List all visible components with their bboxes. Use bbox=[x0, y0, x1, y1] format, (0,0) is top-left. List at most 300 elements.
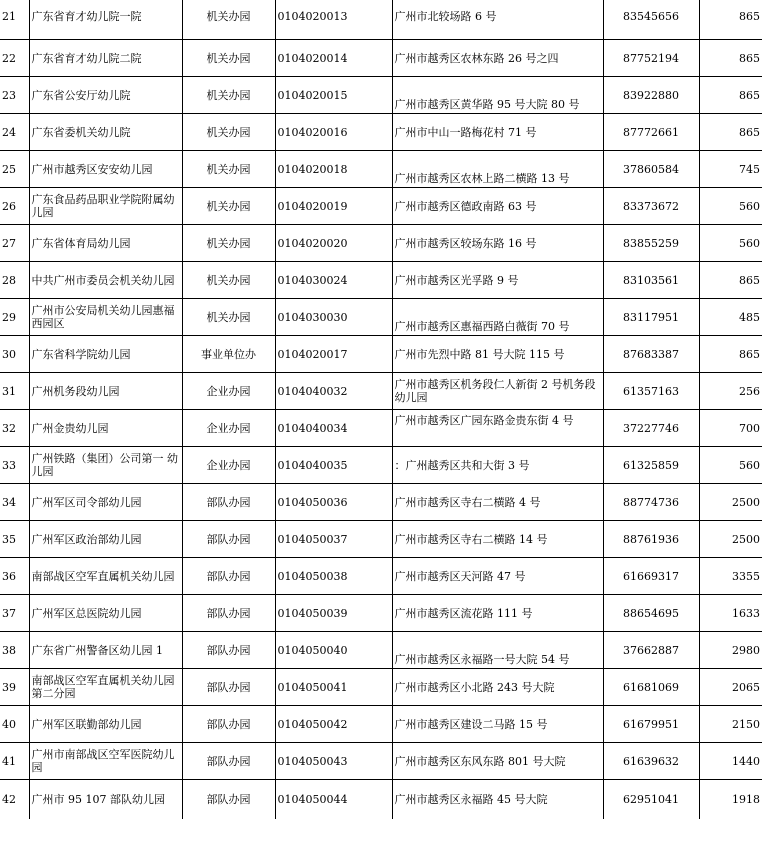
row-number bbox=[0, 225, 29, 262]
kindergarten-name bbox=[29, 114, 182, 151]
organizer-type bbox=[182, 114, 275, 151]
address-text: 广州市越秀区德政南路 63 号 bbox=[394, 199, 537, 213]
address-text: 广州市越秀区流花路 111 号 bbox=[394, 606, 533, 620]
row-number-text: 36 bbox=[2, 569, 16, 583]
fee bbox=[699, 595, 762, 632]
registration-code bbox=[275, 706, 392, 743]
phone-number-text: 83855259 bbox=[623, 236, 679, 250]
phone-number-text: 87772661 bbox=[623, 125, 679, 139]
row-number bbox=[0, 484, 29, 521]
address-text: 广州市越秀区小北路 243 号大院 bbox=[394, 680, 555, 694]
organizer-type bbox=[182, 410, 275, 447]
row-number-text: 39 bbox=[2, 680, 16, 694]
registration-code bbox=[275, 299, 392, 336]
address-text: 广州市先烈中路 81 号大院 115 号 bbox=[394, 347, 565, 361]
address bbox=[392, 225, 603, 262]
organizer-type bbox=[182, 188, 275, 225]
kindergarten-name-text: 广州军区司令部幼儿园 bbox=[31, 495, 142, 509]
fee-text: 2150 bbox=[732, 717, 760, 731]
table-row bbox=[0, 225, 762, 262]
organizer-type bbox=[182, 262, 275, 299]
fee bbox=[699, 484, 762, 521]
phone-number-text: 37860584 bbox=[623, 162, 679, 176]
row-number bbox=[0, 188, 29, 225]
registration-code-text: 0104020015 bbox=[277, 88, 348, 102]
phone-number-text: 61681069 bbox=[623, 680, 679, 694]
row-number-text: 25 bbox=[2, 162, 16, 176]
address bbox=[392, 336, 603, 373]
registration-code bbox=[275, 225, 392, 262]
phone-number bbox=[603, 0, 699, 40]
phone-number bbox=[603, 188, 699, 225]
organizer-type bbox=[182, 40, 275, 77]
kindergarten-name-text: 广东省公安厅幼儿院 bbox=[31, 88, 131, 102]
table-row bbox=[0, 77, 762, 114]
organizer-type-text: 机关办园 bbox=[206, 9, 251, 23]
organizer-type bbox=[182, 373, 275, 410]
table-row bbox=[0, 299, 762, 336]
organizer-type bbox=[182, 299, 275, 336]
table-row bbox=[0, 521, 762, 558]
row-number bbox=[0, 743, 29, 780]
row-number bbox=[0, 336, 29, 373]
kindergarten-name-text: 广州机务段幼儿园 bbox=[31, 384, 120, 398]
kindergarten-name bbox=[29, 77, 182, 114]
address-text: 广州市越秀区光孚路 9 号 bbox=[394, 273, 519, 287]
row-number-text: 41 bbox=[2, 754, 16, 768]
fee-text: 865 bbox=[739, 347, 760, 361]
registration-code-text: 0104020014 bbox=[277, 51, 348, 65]
phone-number bbox=[603, 706, 699, 743]
phone-number bbox=[603, 447, 699, 484]
phone-number-text: 37227746 bbox=[623, 421, 679, 435]
fee bbox=[699, 558, 762, 595]
row-number bbox=[0, 669, 29, 706]
kindergarten-name bbox=[29, 447, 182, 484]
kindergarten-name bbox=[29, 262, 182, 299]
organizer-type bbox=[182, 595, 275, 632]
registration-code-text: 0104040032 bbox=[277, 384, 348, 398]
row-number-text: 40 bbox=[2, 717, 16, 731]
phone-number bbox=[603, 262, 699, 299]
kindergarten-name bbox=[29, 706, 182, 743]
phone-number bbox=[603, 521, 699, 558]
registration-code bbox=[275, 336, 392, 373]
address-text: 广州市越秀区惠福西路白薇街 70 号 bbox=[394, 320, 570, 333]
registration-code-text: 0104020018 bbox=[277, 162, 348, 176]
row-number bbox=[0, 447, 29, 484]
organizer-type bbox=[182, 521, 275, 558]
phone-number-text: 62951041 bbox=[623, 792, 679, 806]
kindergarten-name-text: 广东省育才幼儿院一院 bbox=[31, 9, 142, 23]
registration-code-text: 0104050039 bbox=[277, 606, 348, 620]
organizer-type-text: 机关办园 bbox=[206, 236, 251, 250]
kindergarten-name bbox=[29, 743, 182, 780]
fee bbox=[699, 262, 762, 299]
row-number-text: 21 bbox=[2, 9, 16, 23]
phone-number-text: 83373672 bbox=[623, 199, 679, 213]
kindergarten-name bbox=[29, 410, 182, 447]
phone-number-text: 88761936 bbox=[623, 532, 679, 546]
address-text: 广州市越秀区建设二马路 15 号 bbox=[394, 717, 548, 731]
phone-number bbox=[603, 40, 699, 77]
address bbox=[392, 151, 603, 188]
fee bbox=[699, 373, 762, 410]
address-text: 广州市越秀区寺右二横路 4 号 bbox=[394, 495, 541, 509]
phone-number-text: 87683387 bbox=[623, 347, 679, 361]
registration-code bbox=[275, 114, 392, 151]
address-text: 广州市中山一路梅花村 71 号 bbox=[394, 125, 537, 139]
row-number bbox=[0, 521, 29, 558]
kindergarten-name-text: 广州军区总医院幼儿园 bbox=[31, 606, 142, 620]
phone-number-text: 83545656 bbox=[623, 9, 679, 23]
table-row bbox=[0, 558, 762, 595]
registration-code-text: 0104050044 bbox=[277, 792, 348, 806]
registration-code bbox=[275, 447, 392, 484]
address bbox=[392, 114, 603, 151]
kindergarten-name bbox=[29, 336, 182, 373]
registration-code bbox=[275, 410, 392, 447]
table-row bbox=[0, 484, 762, 521]
kindergarten-name-text: 广东省科学院幼儿园 bbox=[31, 347, 131, 361]
kindergarten-name bbox=[29, 188, 182, 225]
table-row bbox=[0, 114, 762, 151]
fee-text: 1440 bbox=[732, 754, 760, 768]
fee-text: 560 bbox=[739, 458, 760, 472]
phone-number bbox=[603, 595, 699, 632]
phone-number-text: 83922880 bbox=[623, 88, 679, 102]
phone-number bbox=[603, 558, 699, 595]
phone-number-text: 61325859 bbox=[623, 458, 679, 472]
kindergarten-name-text: 广州军区联勤部幼儿园 bbox=[31, 717, 142, 731]
row-number-text: 37 bbox=[2, 606, 16, 620]
phone-number-text: 61679951 bbox=[623, 717, 679, 731]
address bbox=[392, 40, 603, 77]
phone-number bbox=[603, 114, 699, 151]
registration-code-text: 0104050038 bbox=[277, 569, 348, 583]
organizer-type-text: 机关办园 bbox=[206, 162, 251, 176]
organizer-type bbox=[182, 151, 275, 188]
row-number bbox=[0, 299, 29, 336]
row-number-text: 30 bbox=[2, 347, 16, 361]
registration-code bbox=[275, 743, 392, 780]
address-text: 广州市越秀区天河路 47 号 bbox=[394, 569, 526, 583]
row-number bbox=[0, 780, 29, 819]
fee-text: 745 bbox=[739, 162, 760, 176]
fee bbox=[699, 0, 762, 40]
row-number bbox=[0, 40, 29, 77]
row-number-text: 29 bbox=[2, 310, 16, 324]
registration-code-text: 0104020016 bbox=[277, 125, 348, 139]
organizer-type-text: 部队办园 bbox=[206, 754, 251, 768]
fee bbox=[699, 632, 762, 669]
address bbox=[392, 373, 603, 410]
address-text: 广州市北较场路 6 号 bbox=[394, 9, 497, 23]
fee-text: 865 bbox=[739, 51, 760, 65]
address bbox=[392, 410, 603, 447]
address bbox=[392, 558, 603, 595]
organizer-type bbox=[182, 780, 275, 819]
fee-text: 1918 bbox=[732, 792, 760, 806]
registration-code bbox=[275, 632, 392, 669]
table-row bbox=[0, 595, 762, 632]
row-number bbox=[0, 373, 29, 410]
kindergarten-name-text: 广东省广州警备区幼儿园 1 bbox=[31, 643, 163, 657]
organizer-type-text: 部队办园 bbox=[206, 532, 251, 546]
row-number-text: 22 bbox=[2, 51, 16, 65]
fee bbox=[699, 336, 762, 373]
row-number-text: 42 bbox=[2, 792, 16, 806]
organizer-type bbox=[182, 484, 275, 521]
address-text: 广州市越秀区机务段仁人新街 2 号机务段幼儿园 bbox=[394, 378, 596, 404]
row-number bbox=[0, 0, 29, 40]
fee bbox=[699, 299, 762, 336]
registration-code bbox=[275, 151, 392, 188]
organizer-type-text: 企业办园 bbox=[206, 421, 251, 435]
table-row bbox=[0, 151, 762, 188]
row-number bbox=[0, 706, 29, 743]
phone-number bbox=[603, 299, 699, 336]
phone-number-text: 83103561 bbox=[623, 273, 679, 287]
address bbox=[392, 262, 603, 299]
address-text: 广州市越秀区农林东路 26 号之四 bbox=[394, 51, 559, 65]
address bbox=[392, 0, 603, 40]
kindergarten-name-text: 南部战区空军直属机关幼儿园第二分园 bbox=[31, 674, 175, 700]
fee bbox=[699, 151, 762, 188]
organizer-type-text: 部队办园 bbox=[206, 680, 251, 694]
row-number bbox=[0, 632, 29, 669]
address bbox=[392, 188, 603, 225]
table-row bbox=[0, 0, 762, 40]
phone-number bbox=[603, 632, 699, 669]
row-number-text: 34 bbox=[2, 495, 16, 509]
kindergarten-name-text: 广东省体育局幼儿园 bbox=[31, 236, 131, 250]
organizer-type-text: 部队办园 bbox=[206, 643, 251, 657]
phone-number bbox=[603, 373, 699, 410]
phone-number bbox=[603, 151, 699, 188]
organizer-type-text: 事业单位办 bbox=[201, 347, 256, 361]
kindergarten-name bbox=[29, 780, 182, 819]
organizer-type bbox=[182, 225, 275, 262]
kindergarten-name bbox=[29, 151, 182, 188]
registration-code bbox=[275, 558, 392, 595]
fee bbox=[699, 706, 762, 743]
table-row bbox=[0, 336, 762, 373]
phone-number bbox=[603, 484, 699, 521]
organizer-type bbox=[182, 447, 275, 484]
organizer-type-text: 企业办园 bbox=[206, 458, 251, 472]
table-row bbox=[0, 632, 762, 669]
registration-code bbox=[275, 262, 392, 299]
address-text: 广州市越秀区黄华路 95 号大院 80 号 bbox=[394, 98, 580, 111]
registration-code bbox=[275, 669, 392, 706]
fee-text: 2500 bbox=[732, 495, 760, 509]
registration-code-text: 0104020017 bbox=[277, 347, 348, 361]
kindergarten-name-text: 广州军区政治部幼儿园 bbox=[31, 532, 142, 546]
address bbox=[392, 669, 603, 706]
kindergarten-name bbox=[29, 595, 182, 632]
kindergarten-name-text: 中共广州市委员会机关幼儿园 bbox=[31, 273, 175, 287]
address bbox=[392, 521, 603, 558]
kindergarten-name-text: 广东省育才幼儿院二院 bbox=[31, 51, 142, 65]
registration-code-text: 0104050037 bbox=[277, 532, 348, 546]
table-row bbox=[0, 373, 762, 410]
row-number bbox=[0, 262, 29, 299]
table-row bbox=[0, 743, 762, 780]
row-number-text: 32 bbox=[2, 421, 16, 435]
phone-number-text: 61639632 bbox=[623, 754, 679, 768]
organizer-type bbox=[182, 632, 275, 669]
organizer-type-text: 机关办园 bbox=[206, 125, 251, 139]
organizer-type-text: 机关办园 bbox=[206, 310, 251, 324]
registration-code bbox=[275, 521, 392, 558]
kindergarten-name-text: 广州市越秀区安安幼儿园 bbox=[31, 162, 153, 176]
fee-text: 560 bbox=[739, 236, 760, 250]
registration-code-text: 0104020020 bbox=[277, 236, 348, 250]
organizer-type bbox=[182, 743, 275, 780]
row-number bbox=[0, 77, 29, 114]
organizer-type bbox=[182, 558, 275, 595]
kindergarten-name bbox=[29, 669, 182, 706]
fee-text: 865 bbox=[739, 9, 760, 23]
kindergarten-name bbox=[29, 558, 182, 595]
address-text: 广州市越秀区较场东路 16 号 bbox=[394, 236, 537, 250]
fee-text: 1633 bbox=[732, 606, 760, 620]
kindergarten-name-text: 广州市 95 107 部队幼儿园 bbox=[31, 792, 165, 806]
address-text: 广州市越秀区寺右二横路 14 号 bbox=[394, 532, 548, 546]
organizer-type-text: 机关办园 bbox=[206, 51, 251, 65]
fee-text: 865 bbox=[739, 125, 760, 139]
phone-number bbox=[603, 77, 699, 114]
kindergarten-name bbox=[29, 484, 182, 521]
organizer-type-text: 部队办园 bbox=[206, 717, 251, 731]
organizer-type-text: 部队办园 bbox=[206, 606, 251, 620]
address bbox=[392, 299, 603, 336]
table-row bbox=[0, 40, 762, 77]
address bbox=[392, 77, 603, 114]
registration-code bbox=[275, 188, 392, 225]
kindergarten-name-text: 南部战区空军直属机关幼儿园 bbox=[31, 569, 175, 583]
fee-text: 2980 bbox=[732, 643, 760, 657]
address-text: ：广州越秀区共和大街 3 号 bbox=[394, 458, 530, 472]
row-number-text: 38 bbox=[2, 643, 16, 657]
registration-code bbox=[275, 40, 392, 77]
kindergarten-name-text: 广州市南部战区空军医院幼儿园 bbox=[31, 748, 175, 774]
address bbox=[392, 595, 603, 632]
fee-text: 485 bbox=[739, 310, 760, 324]
row-number bbox=[0, 410, 29, 447]
table-row bbox=[0, 262, 762, 299]
organizer-type-text: 部队办园 bbox=[206, 569, 251, 583]
fee-text: 2065 bbox=[732, 680, 760, 694]
fee-text: 865 bbox=[739, 88, 760, 102]
registration-code-text: 0104050043 bbox=[277, 754, 348, 768]
row-number-text: 33 bbox=[2, 458, 16, 472]
fee-text: 700 bbox=[739, 421, 760, 435]
address-text: 广州市越秀区农林上路二横路 13 号 bbox=[394, 172, 570, 185]
phone-number-text: 88774736 bbox=[623, 495, 679, 509]
kindergarten-name-text: 广东省委机关幼儿院 bbox=[31, 125, 131, 139]
organizer-type-text: 机关办园 bbox=[206, 273, 251, 287]
phone-number-text: 61669317 bbox=[623, 569, 679, 583]
organizer-type bbox=[182, 336, 275, 373]
table-row bbox=[0, 780, 762, 819]
kindergarten-name bbox=[29, 373, 182, 410]
registration-code-text: 0104020019 bbox=[277, 199, 348, 213]
kindergarten-name bbox=[29, 521, 182, 558]
phone-number bbox=[603, 225, 699, 262]
row-number bbox=[0, 558, 29, 595]
registration-code bbox=[275, 484, 392, 521]
phone-number bbox=[603, 669, 699, 706]
table-row bbox=[0, 410, 762, 447]
registration-code bbox=[275, 0, 392, 40]
address bbox=[392, 780, 603, 819]
registration-code-text: 0104050041 bbox=[277, 680, 348, 694]
row-number-text: 35 bbox=[2, 532, 16, 546]
organizer-type-text: 机关办园 bbox=[206, 199, 251, 213]
fee bbox=[699, 225, 762, 262]
kindergarten-name bbox=[29, 0, 182, 40]
address-text: 广州市越秀区东风东路 801 号大院 bbox=[394, 754, 566, 768]
organizer-type bbox=[182, 706, 275, 743]
table-row bbox=[0, 188, 762, 225]
fee bbox=[699, 188, 762, 225]
address bbox=[392, 447, 603, 484]
fee bbox=[699, 669, 762, 706]
organizer-type-text: 机关办园 bbox=[206, 88, 251, 102]
registration-code bbox=[275, 77, 392, 114]
row-number bbox=[0, 114, 29, 151]
organizer-type-text: 企业办园 bbox=[206, 384, 251, 398]
row-number-text: 24 bbox=[2, 125, 16, 139]
address bbox=[392, 743, 603, 780]
table-row bbox=[0, 447, 762, 484]
table-row bbox=[0, 706, 762, 743]
kindergarten-name bbox=[29, 299, 182, 336]
registration-code-text: 0104050036 bbox=[277, 495, 348, 509]
row-number bbox=[0, 595, 29, 632]
address bbox=[392, 706, 603, 743]
kindergarten-name bbox=[29, 632, 182, 669]
organizer-type-text: 部队办园 bbox=[206, 495, 251, 509]
phone-number bbox=[603, 743, 699, 780]
registration-code-text: 0104030030 bbox=[277, 310, 348, 324]
phone-number-text: 37662887 bbox=[623, 643, 679, 657]
row-number-text: 23 bbox=[2, 88, 16, 102]
address-text: 广州市越秀区永福路一号大院 54 号 bbox=[394, 653, 570, 666]
phone-number bbox=[603, 336, 699, 373]
fee bbox=[699, 77, 762, 114]
organizer-type bbox=[182, 0, 275, 40]
registration-code-text: 0104050042 bbox=[277, 717, 348, 731]
address bbox=[392, 632, 603, 669]
row-number-text: 26 bbox=[2, 199, 16, 213]
kindergarten-name-text: 广州金贵幼儿园 bbox=[31, 421, 109, 435]
phone-number bbox=[603, 410, 699, 447]
phone-number bbox=[603, 780, 699, 819]
fee bbox=[699, 780, 762, 819]
fee-text: 3355 bbox=[732, 569, 760, 583]
phone-number-text: 88654695 bbox=[623, 606, 679, 620]
address-text: 广州市越秀区广园东路金贵东街 4 号 bbox=[394, 414, 574, 427]
registration-code-text: 0104020013 bbox=[277, 9, 348, 23]
phone-number-text: 83117951 bbox=[623, 310, 679, 324]
fee-text: 560 bbox=[739, 199, 760, 213]
registration-code-text: 0104040035 bbox=[277, 458, 348, 472]
registration-code-text: 0104040034 bbox=[277, 421, 348, 435]
row-number bbox=[0, 151, 29, 188]
